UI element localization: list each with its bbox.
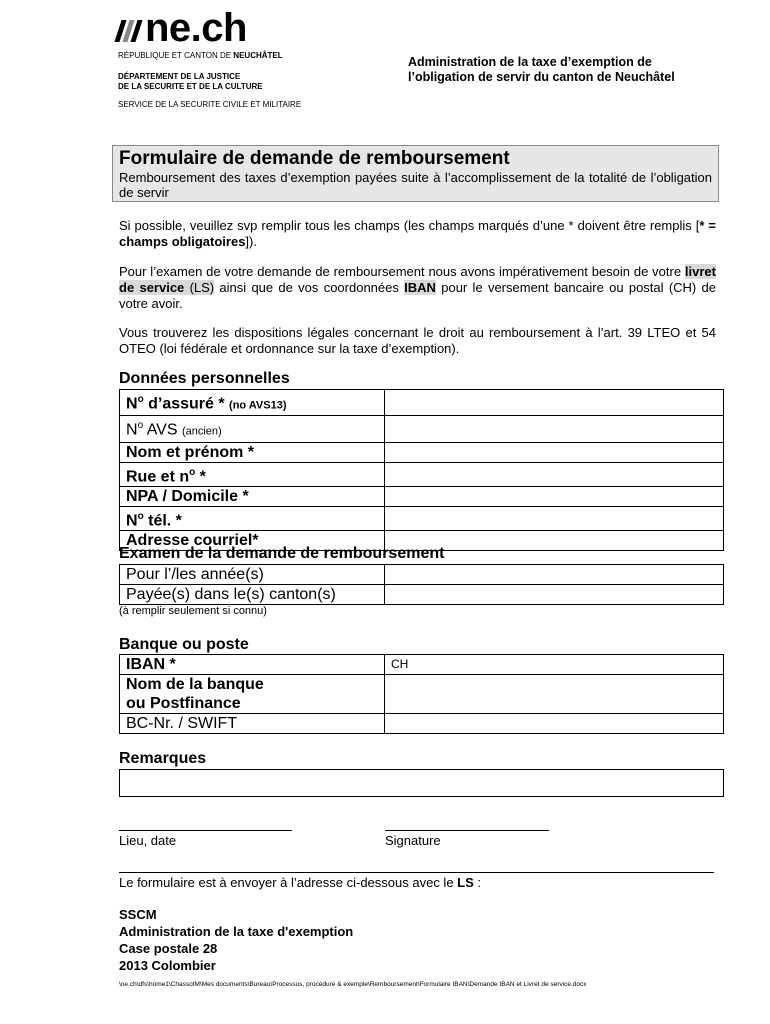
swift-field[interactable] [385, 714, 724, 734]
admin-title: Administration de la taxe d’exemption de l’obligation de servir du canton de Neuchâtel [408, 55, 675, 84]
place-date-line [119, 830, 292, 831]
form-title-box [112, 145, 719, 202]
name-field[interactable] [385, 442, 724, 462]
department-line1: DÉPARTEMENT DE LA JUSTICE [118, 72, 241, 81]
years-field[interactable] [385, 565, 724, 585]
avs-label: $N^o$ AVS (ancien) [120, 416, 385, 442]
section-bank-title: Banque ou poste [119, 636, 249, 653]
form-title: Formulaire de demande de remboursement [119, 148, 510, 169]
intro-paragraph-1: Si possible, veuillez svp remplir tous les champs (les champs marqués d’une * doivent être remplis [* = champs obligatoires]). [119, 218, 716, 249]
insured-number-field[interactable] [385, 390, 724, 416]
paid-canton-label: Payée(s) dans le(s) canton(s) [120, 585, 385, 605]
table-row [120, 506, 724, 530]
section-personal-title: Données personnelles [119, 370, 290, 387]
avs-field[interactable] [385, 416, 724, 442]
street-field[interactable] [385, 462, 724, 486]
phone-field[interactable] [385, 506, 724, 530]
logo-text: ne.ch [145, 6, 247, 50]
table-row [120, 442, 724, 462]
bank-name-label: Nom de la banque ou Postfinance [120, 675, 385, 714]
table-row [120, 486, 724, 506]
remarks-field[interactable] [119, 769, 724, 797]
service-line: SERVICE DE LA SECURITE CIVILE ET MILITAIRE [118, 100, 302, 109]
signature-label: Signature [385, 833, 441, 848]
table-row [120, 585, 724, 605]
signature-line [385, 830, 549, 831]
place-date-label: Lieu, date [119, 833, 177, 848]
table-row [120, 655, 724, 675]
insured-number-label: $N^o$ d’assuré * (no AVS13) [120, 390, 385, 416]
npa-label: NPA / Domicile * [120, 486, 385, 506]
bank-table [119, 654, 724, 734]
npa-field[interactable] [385, 486, 724, 506]
name-label: Nom et prénom * [120, 442, 385, 462]
table-row [120, 675, 724, 714]
logo-bars-icon [118, 20, 139, 42]
ne-ch-logo [118, 8, 247, 48]
phone-label: $N^o$ tél. * [120, 506, 385, 530]
street-label: Rue et $n^o$ * [120, 462, 385, 486]
email-label: Adresse courriel* [120, 531, 385, 551]
table-row [120, 714, 724, 734]
swift-label: BC-Nr. / SWIFT [120, 714, 385, 734]
table-row [120, 462, 724, 486]
republic-line: RÉPUBLIQUE ET CANTON DE NEUCHÂTEL [118, 51, 283, 60]
send-instruction: Le formulaire est à envoyer à l’adresse ci-dessous avec le LS : [119, 875, 482, 890]
exam-note: (à remplir seulement si connu) [119, 605, 267, 617]
personal-data-table [119, 389, 724, 551]
table-row [120, 416, 724, 442]
table-row [120, 565, 724, 585]
exam-table [119, 564, 724, 605]
form-subtitle: Remboursement des taxes d’exemption payées suite à l’accomplissement de la totalité de l’obligation de servir [119, 170, 712, 200]
years-label: Pour l’/les année(s) [120, 565, 385, 585]
paid-canton-field[interactable] [385, 585, 724, 605]
intro-paragraph-2: Pour l’examen de votre demande de remboursement nous avons impérativement besoin de votre livret de service (LS) ainsi que de vos coordonnées IBAN pour le versement bancaire ou postal (CH) de votre avoir. [119, 264, 717, 311]
section-exam-title: Examen de la demande de remboursement [119, 545, 445, 562]
section-remarks-title: Remarques [119, 750, 207, 767]
department-line2: DE LA SECURITE ET DE LA CULTURE [118, 82, 263, 91]
iban-field[interactable]: CH [385, 655, 724, 675]
bank-name-field[interactable] [385, 675, 724, 714]
intro-paragraph-3: Vous trouverez les dispositions légales concernant le droit au remboursement à l’art. 39 LTEO et 54 OTEO (loi fédérale et ordonnance sur la taxe d’exemption). [119, 325, 716, 356]
mailing-address: SSCM Administration de la taxe d'exemption Case postale 28 2013 Colombier [119, 907, 354, 973]
iban-label: IBAN * [120, 655, 385, 675]
footer-divider [119, 872, 714, 873]
table-row [120, 390, 724, 416]
file-path: \ne.ch\dfs\home1\ChassotM\Mes documents\Bureau\Processus, procédure & exemple\Remboursement\Formulaire IBAN\Demande IBAN et Livret de service.docx [119, 981, 587, 988]
